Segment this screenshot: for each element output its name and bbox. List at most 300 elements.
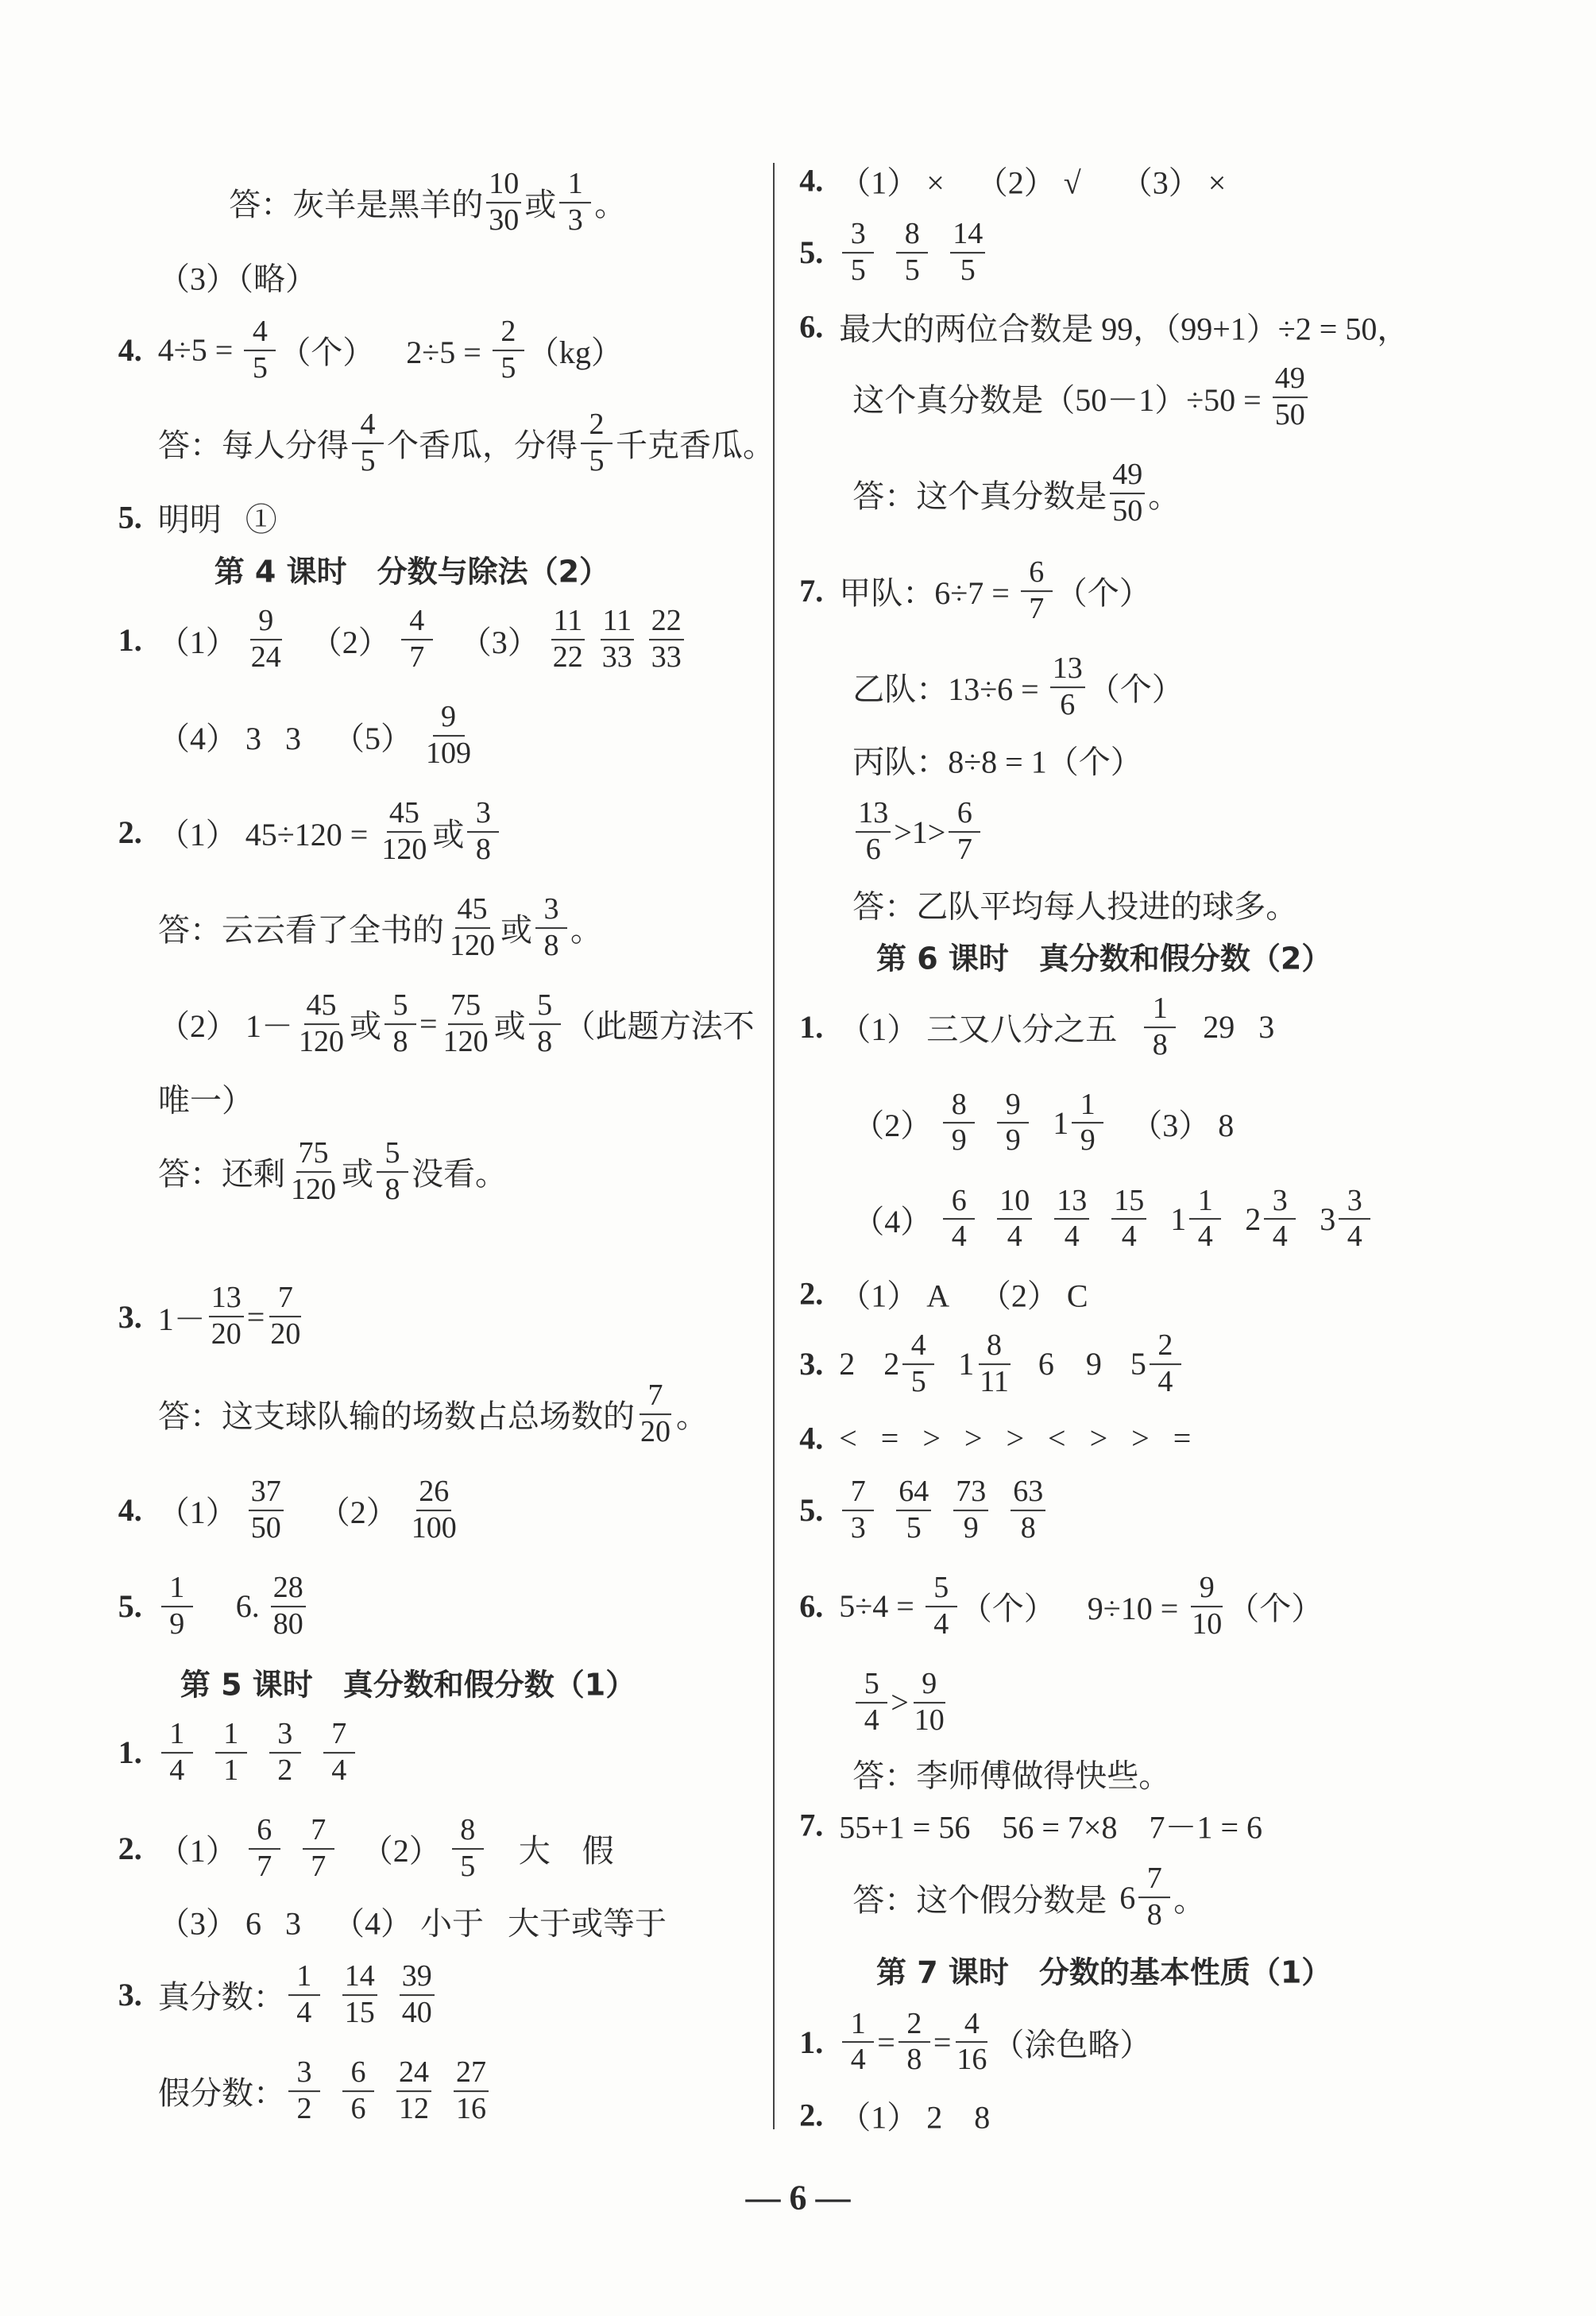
- fraction: [1072, 1089, 1103, 1158]
- answer-text: =: [246, 1298, 265, 1335]
- denominator: 5: [589, 444, 605, 478]
- answer-text: （3）（略）: [158, 261, 318, 297]
- fraction: [1189, 1572, 1224, 1641]
- question-number: 2.: [118, 814, 142, 850]
- answer-text: 千克香瓜。: [616, 427, 775, 464]
- denominator: 4: [1121, 1220, 1137, 1254]
- answer-line: [118, 1476, 462, 1545]
- answer-text: 。: [570, 912, 603, 949]
- answer-text: [877, 1491, 893, 1529]
- numerator: 3: [269, 1719, 301, 1753]
- answer-line: [158, 894, 602, 962]
- answer-text: 最大的两位合数是 99，（99+1）÷2 = 50，: [839, 311, 1409, 347]
- fraction: [423, 702, 473, 770]
- question-number: 5.: [118, 499, 142, 536]
- numerator: 4: [244, 316, 276, 351]
- denominator: 5: [460, 1849, 476, 1883]
- answer-line: [799, 993, 1274, 1061]
- denominator: 50: [1112, 494, 1143, 528]
- answer-text: （1） 45÷120 =: [157, 816, 377, 853]
- answer-text: 甲队：6÷7 =: [839, 575, 1018, 612]
- denominator: 9: [963, 1510, 979, 1545]
- denominator: 5: [904, 253, 920, 288]
- answer-line: [852, 653, 1184, 721]
- denominator: 33: [601, 640, 632, 675]
- answer-text: [978, 1104, 994, 1142]
- answer-text: [1035, 1201, 1051, 1238]
- numerator: 39: [400, 1961, 435, 1996]
- fraction: [898, 2006, 930, 2077]
- denominator: 120: [442, 1024, 489, 1058]
- fraction: [486, 168, 521, 237]
- denominator: 100: [411, 1510, 457, 1545]
- answer-text: 乙队：13÷6 =: [852, 671, 1047, 708]
- answer-line: [158, 2057, 492, 2125]
- numerator: 3: [1264, 1185, 1296, 1220]
- answer-text: [877, 234, 893, 272]
- answer-line: [158, 409, 775, 478]
- numerator: 10: [486, 168, 521, 203]
- fraction: [209, 1282, 244, 1351]
- fraction: [1264, 1185, 1296, 1254]
- numerator: 45: [387, 798, 422, 833]
- numerator: 49: [1110, 459, 1145, 494]
- answer-text: 答：乙队平均每人投进的球多。: [852, 888, 1298, 925]
- denominator: 7: [257, 1849, 272, 1883]
- answer-line: [118, 605, 687, 674]
- numerator: 75: [448, 990, 483, 1025]
- fraction: [535, 894, 567, 962]
- denominator: 8: [392, 1024, 408, 1058]
- numerator: 11: [551, 605, 585, 640]
- numerator: 10: [997, 1185, 1032, 1220]
- answer-text: 大 假: [486, 1833, 614, 1869]
- question-number: 2.: [799, 2097, 824, 2133]
- answer-line: [158, 702, 477, 770]
- answer-line: [852, 1668, 950, 1737]
- answer-text: 或: [350, 1008, 382, 1045]
- numerator: 2: [493, 316, 524, 351]
- numerator: 5: [856, 1668, 887, 1703]
- denominator: 8: [1020, 1510, 1036, 1545]
- answer-text: [323, 1977, 339, 2014]
- denominator: 15: [344, 1996, 375, 2029]
- question-number: 2.: [799, 1275, 824, 1311]
- numerator: 6: [249, 1815, 280, 1850]
- answer-line: [118, 495, 277, 540]
- denominator: 80: [272, 1607, 303, 1641]
- numerator: 2: [898, 2009, 930, 2043]
- fraction: [454, 2057, 489, 2125]
- fraction: [271, 1572, 306, 1641]
- question-number: 3.: [118, 1298, 142, 1335]
- answer-text: >1>: [894, 814, 946, 850]
- denominator: 8: [543, 929, 559, 963]
- numerator: 1: [1144, 993, 1176, 1028]
- numerator: 3: [1339, 1185, 1370, 1220]
- numerator: 26: [416, 1476, 451, 1511]
- fraction: [249, 605, 284, 674]
- answer-text: 。: [676, 1398, 709, 1435]
- fraction: [856, 1668, 887, 1737]
- answer-text: [284, 1830, 299, 1867]
- numerator: 2: [581, 409, 613, 444]
- numerator: 4: [401, 605, 433, 640]
- answer-line: [799, 1572, 1323, 1641]
- answer-line: [852, 1185, 1374, 1254]
- question-number: 5.: [799, 234, 824, 271]
- fraction: [447, 894, 497, 962]
- answer-text: 真分数：: [157, 1979, 285, 2016]
- answer-line: [852, 882, 1297, 927]
- denominator: 5: [910, 1364, 926, 1398]
- numerator: 1: [288, 1961, 320, 1996]
- answer-text: （4）: [852, 1204, 941, 1239]
- answer-text: （个）: [1227, 1591, 1324, 1627]
- denominator: 30: [489, 203, 520, 237]
- answer-text: （2） 1－: [158, 1008, 294, 1045]
- question-number: 1.: [118, 621, 142, 658]
- numerator: 15: [1111, 1185, 1146, 1220]
- question-number: 5.: [799, 1492, 824, 1529]
- denominator: 5: [252, 350, 268, 385]
- numerator: 1: [1189, 1185, 1221, 1220]
- denominator: 4: [1064, 1220, 1080, 1254]
- denominator: 5: [360, 444, 376, 478]
- answer-line: [852, 1089, 1234, 1158]
- fraction: [1273, 363, 1308, 431]
- fraction: [856, 798, 891, 866]
- fraction: [842, 2006, 874, 2077]
- answer-line: [852, 737, 1142, 783]
- fraction: [400, 1961, 435, 2029]
- denominator: 4: [933, 1607, 949, 1641]
- fraction: [949, 798, 980, 866]
- denominator: 10: [1192, 1607, 1223, 1641]
- numerator: 1: [215, 1719, 247, 1753]
- answer-line: [118, 1572, 309, 1641]
- answer-line: [799, 557, 1151, 625]
- fraction: [1011, 1476, 1045, 1545]
- mixed-whole: 2: [883, 1346, 900, 1382]
- answer-text: [934, 1491, 950, 1529]
- fraction: [926, 1572, 957, 1641]
- denominator: 5: [906, 1510, 922, 1545]
- denominator: 22: [552, 640, 583, 675]
- question-number: 6.: [799, 1588, 824, 1625]
- denominator: 8: [1146, 1898, 1162, 1932]
- numerator: 9: [250, 605, 282, 640]
- answer-text: 或: [500, 912, 533, 949]
- fraction: [323, 1719, 355, 1787]
- answer-line: [118, 1282, 307, 1351]
- answer-text: [1150, 1201, 1165, 1238]
- numerator: 8: [979, 1330, 1011, 1365]
- question-number: 4.: [118, 1492, 142, 1529]
- answer-line: [799, 2092, 990, 2137]
- numerator: 1: [559, 168, 591, 203]
- question-number: 4.: [118, 332, 142, 369]
- answer-text: [978, 1201, 994, 1238]
- fraction: [953, 1476, 988, 1545]
- answer-text: （2）: [852, 1108, 941, 1144]
- fraction: [441, 990, 491, 1058]
- fraction: [352, 409, 384, 478]
- answer-text: （1）: [157, 624, 245, 660]
- numerator: 13: [856, 798, 891, 833]
- fraction: [1111, 1185, 1146, 1254]
- answer-text: [1224, 1201, 1240, 1238]
- denominator: 4: [1157, 1364, 1173, 1398]
- fraction: [529, 990, 561, 1058]
- answer-text: （1）: [157, 1833, 245, 1869]
- answer-line: [118, 1961, 438, 2029]
- answer-text: =: [933, 2024, 952, 2061]
- fraction: [249, 1476, 284, 1545]
- answer-text: [1299, 1201, 1315, 1238]
- denominator: 120: [381, 833, 427, 867]
- fraction: [396, 2057, 431, 2125]
- fraction: [288, 1961, 320, 2029]
- fraction: [896, 218, 928, 287]
- mixed-whole: 1: [1053, 1105, 1069, 1142]
- answer-text: 答：这支球队输的场数占总场数的: [158, 1398, 636, 1435]
- numerator: 3: [535, 894, 567, 929]
- answer-text: 6.: [195, 1588, 268, 1625]
- answer-text: （3） 8: [1107, 1108, 1235, 1144]
- question-number: 4.: [799, 1420, 824, 1456]
- fraction: [997, 1089, 1029, 1158]
- numerator: 45: [304, 990, 339, 1025]
- denominator: 8: [1152, 1027, 1168, 1061]
- answer-text: （1） 三又八分之五: [839, 1011, 1142, 1048]
- numerator: 3: [467, 798, 499, 833]
- fraction: [244, 316, 276, 385]
- numerator: 6: [949, 798, 980, 833]
- answer-text: （1） A （2） C: [839, 1278, 1088, 1313]
- denominator: 50: [1274, 398, 1305, 432]
- denominator: 120: [299, 1024, 345, 1058]
- answer-text: 4÷5 =: [157, 332, 242, 369]
- answer-text: 或: [342, 1156, 374, 1193]
- numerator: 9: [1191, 1572, 1223, 1607]
- fraction: [896, 1476, 931, 1545]
- answer-text: （1） 2 8: [839, 2099, 991, 2136]
- question-number: 5.: [118, 1588, 142, 1625]
- denominator: 5: [850, 253, 866, 288]
- answer-text: [931, 234, 947, 272]
- answer-line: [799, 1270, 1088, 1316]
- answer-text: （4） 3 3 （5）: [158, 720, 421, 756]
- fraction: [1144, 993, 1176, 1061]
- denominator: 33: [651, 640, 682, 675]
- answer-text: [937, 1345, 953, 1382]
- answer-text: 2: [839, 1346, 879, 1382]
- numerator: 1: [161, 1719, 193, 1753]
- question-number: 7.: [799, 1807, 824, 1843]
- fraction: [401, 605, 433, 674]
- fraction: [1150, 1330, 1181, 1398]
- question-number: 7.: [799, 573, 824, 609]
- denominator: 8: [537, 1024, 553, 1058]
- answer-text: （个） 9÷10 =: [960, 1591, 1187, 1627]
- numerator: 13: [1054, 1185, 1089, 1220]
- numerator: 13: [209, 1282, 244, 1317]
- denominator: 109: [426, 737, 472, 771]
- numerator: 5: [385, 990, 416, 1025]
- fraction: [1110, 459, 1145, 528]
- numerator: 5: [926, 1572, 957, 1607]
- denominator: 20: [640, 1415, 671, 1449]
- numerator: 49: [1273, 363, 1308, 398]
- fraction: [559, 168, 591, 237]
- denominator: 5: [500, 350, 516, 385]
- numerator: 7: [323, 1719, 355, 1753]
- fraction: [1138, 1863, 1170, 1931]
- numerator: 3: [288, 2057, 320, 2092]
- answer-line: [852, 1751, 1170, 1796]
- answer-text: [1032, 1104, 1048, 1142]
- answer-text: （1） × （2） √ （3） ×: [839, 164, 1227, 201]
- answer-text: 没看。: [412, 1156, 508, 1193]
- numerator: 11: [601, 605, 635, 640]
- answer-text: 丙队：8÷8 = 1（个）: [852, 744, 1142, 780]
- answer-text: =: [419, 1006, 438, 1042]
- answer-text: < = > > > < > > =: [839, 1420, 1192, 1456]
- answer-line: [158, 1380, 708, 1448]
- answer-text: （个）: [1055, 575, 1151, 612]
- answer-text: [381, 1977, 396, 2014]
- answer-text: 。: [1148, 478, 1181, 514]
- numerator: 1: [842, 2009, 874, 2043]
- answer-text: 或: [524, 187, 557, 223]
- denominator: 4: [1197, 1220, 1213, 1254]
- numerator: 8: [452, 1815, 484, 1850]
- section-heading: 第 4 课时 分数与除法（2）: [214, 554, 610, 590]
- answer-line: [799, 218, 988, 287]
- fraction: [377, 1138, 408, 1206]
- answer-text: 1－: [157, 1301, 206, 1337]
- denominator: 4: [1347, 1220, 1362, 1254]
- denominator: 7: [956, 833, 972, 867]
- answer-text: 明明 ①: [157, 501, 277, 538]
- answer-line: [158, 253, 317, 299]
- denominator: 120: [291, 1172, 337, 1206]
- fraction: [215, 1719, 247, 1787]
- fraction: [551, 605, 585, 674]
- numerator: 9: [997, 1089, 1029, 1124]
- answer-line: [118, 1719, 358, 1787]
- fraction: [1339, 1185, 1370, 1254]
- fraction: [1054, 1185, 1089, 1254]
- fraction: [649, 605, 684, 674]
- question-number: 6.: [799, 308, 824, 345]
- numerator: 6: [943, 1185, 975, 1220]
- numerator: 6: [1021, 557, 1053, 592]
- numerator: 6: [342, 2057, 374, 2092]
- denominator: 4: [169, 1753, 185, 1787]
- answer-text: 或: [493, 1008, 526, 1045]
- numerator: 13: [1050, 653, 1085, 688]
- answer-text: （2）: [337, 1833, 449, 1869]
- answer-text: [304, 1734, 320, 1771]
- numerator: 1: [1072, 1089, 1103, 1124]
- numerator: 28: [271, 1572, 306, 1607]
- answer-text: 。: [594, 187, 627, 223]
- answer-text: 答：这个真分数是: [852, 478, 1107, 514]
- fraction: [1189, 1185, 1221, 1254]
- fraction: [943, 1089, 975, 1158]
- fraction: [902, 1330, 934, 1398]
- answer-text: [589, 621, 597, 659]
- fraction: [954, 2006, 989, 2077]
- fraction: [1021, 557, 1053, 625]
- fraction: [493, 316, 524, 385]
- fraction: [842, 1476, 874, 1545]
- fraction: [452, 1812, 484, 1883]
- numerator: 14: [342, 1961, 377, 1996]
- fraction: [303, 1812, 334, 1883]
- answer-line: [852, 459, 1180, 528]
- denominator: 7: [409, 640, 425, 675]
- answer-text: [196, 1734, 212, 1771]
- answer-text: （3）: [435, 624, 547, 660]
- answer-text: 29 3: [1179, 1009, 1275, 1046]
- denominator: 8: [475, 833, 491, 867]
- answer-line: [799, 1803, 1262, 1848]
- fraction: [296, 990, 346, 1058]
- denominator: 50: [250, 1510, 281, 1545]
- fraction: [977, 1330, 1011, 1398]
- numerator: 63: [1011, 1476, 1045, 1511]
- numerator: 7: [303, 1815, 334, 1850]
- mixed-whole: 5: [1130, 1346, 1146, 1382]
- question-number: 1.: [118, 1734, 142, 1771]
- answer-line: [158, 1899, 667, 1944]
- fraction: [600, 605, 635, 674]
- denominator: 6: [865, 833, 881, 867]
- answer-text: [991, 1491, 1007, 1529]
- answer-text: 55+1 = 56 56 = 7×8 7－1 = 6: [839, 1809, 1263, 1846]
- answer-line: [118, 798, 503, 866]
- denominator: 16: [456, 2091, 487, 2125]
- fraction: [269, 1719, 301, 1787]
- mixed-whole: 6: [1119, 1879, 1136, 1916]
- denominator: 4: [864, 1703, 879, 1737]
- answer-text: （个）: [1088, 671, 1184, 708]
- denominator: 8: [385, 1172, 400, 1206]
- question-number: 2.: [118, 1831, 142, 1867]
- denominator: 10: [914, 1703, 945, 1737]
- answer-text: 5÷4 =: [839, 1588, 922, 1625]
- answer-line: [158, 1075, 253, 1120]
- numerator: 9: [433, 702, 465, 737]
- answer-line: [852, 798, 983, 866]
- numerator: 4: [352, 409, 384, 444]
- answer-text: 唯一）: [158, 1082, 254, 1119]
- page-number: — 6 —: [745, 2178, 851, 2217]
- numerator: 7: [640, 1380, 671, 1415]
- fraction: [943, 1185, 975, 1254]
- answer-text: 个香瓜，分得: [387, 427, 578, 464]
- answer-text: 答：每人分得: [158, 427, 350, 464]
- numerator: 27: [454, 2057, 489, 2092]
- mixed-whole: 3: [1320, 1201, 1336, 1237]
- denominator: 7: [311, 1849, 327, 1883]
- answer-text: 6 9: [1014, 1346, 1126, 1382]
- answer-line: [158, 990, 755, 1058]
- answer-text: [377, 2072, 393, 2109]
